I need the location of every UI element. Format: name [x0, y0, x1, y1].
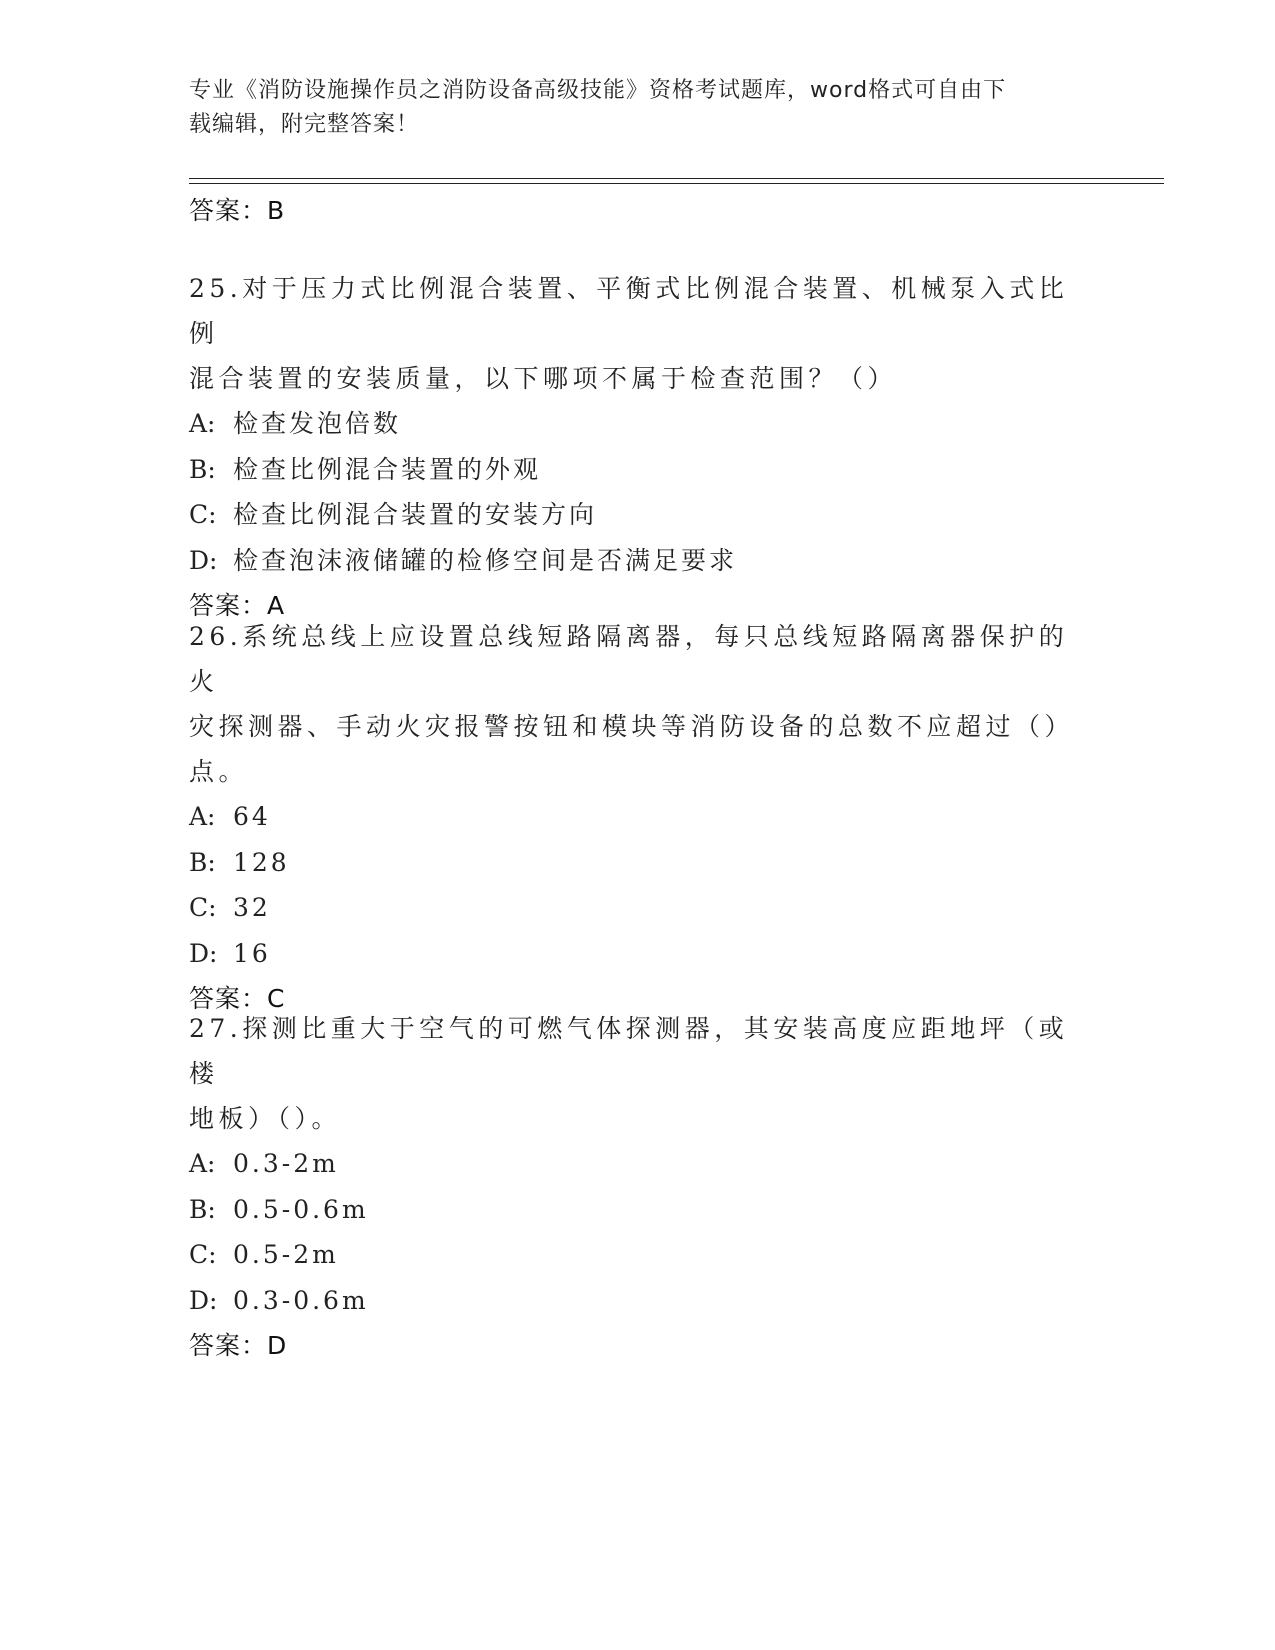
- header-line-2: 载编辑，附完整答案！: [189, 112, 420, 137]
- header-divider-bottom: [189, 183, 1164, 184]
- option-key: B:: [189, 847, 216, 877]
- option-d: [189, 931, 1089, 977]
- option-text: 16: [233, 938, 271, 968]
- option-c: [189, 885, 1089, 931]
- option-b: [189, 1187, 1089, 1233]
- stem-line: 点。: [189, 757, 249, 786]
- option-key: D:: [189, 938, 218, 968]
- question-27: [189, 1006, 1089, 1368]
- stem-line: 混合装置的安装质量，以下哪项不属于检查范围？（）: [189, 364, 898, 393]
- option-text: 128: [233, 847, 290, 877]
- option-c: [189, 1232, 1089, 1278]
- option-key: D:: [189, 545, 218, 575]
- answer-line: 答案：D: [189, 1331, 288, 1360]
- header-divider-top: [189, 178, 1164, 179]
- stem-line: 25.对于压力式比例混合装置、平衡式比例混合装置、机械泵入式比例: [189, 274, 1069, 348]
- option-a: [189, 1141, 1089, 1187]
- header-line-1: 专业《消防设施操作员之消防设备高级技能》资格考试题库，word格式可自由下: [189, 78, 1007, 103]
- option-key: A:: [189, 802, 216, 831]
- option-d: [189, 538, 1089, 584]
- option-b: [189, 840, 1089, 886]
- option-text: 检查发泡倍数: [233, 409, 402, 438]
- question-26: [189, 614, 1089, 1021]
- question-stem: [189, 266, 1089, 401]
- option-c: [189, 492, 1089, 538]
- option-key: A:: [189, 409, 216, 438]
- option-text: 0.5-2m: [233, 1240, 339, 1269]
- option-key: C:: [189, 893, 217, 922]
- option-key: D:: [189, 1285, 218, 1315]
- option-a: [189, 401, 1089, 447]
- option-text: 0.5-0.6m: [233, 1194, 369, 1224]
- option-a: [189, 794, 1089, 840]
- stem-line: 灾探测器、手动火灾报警按钮和模块等消防设备的总数不应超过（）: [189, 712, 1075, 741]
- option-text: 0.3-2m: [233, 1149, 339, 1178]
- option-key: A:: [189, 1149, 216, 1178]
- option-text: 64: [233, 802, 271, 831]
- option-text: 检查泡沫液储罐的检修空间是否满足要求: [233, 545, 738, 575]
- question-stem: [189, 614, 1089, 794]
- option-text: 0.3-0.6m: [233, 1285, 369, 1315]
- option-key: C:: [189, 500, 217, 529]
- option-d: [189, 1278, 1089, 1324]
- option-b: [189, 447, 1089, 493]
- previous-answer: 答案：B: [189, 196, 286, 225]
- question-stem: [189, 1006, 1089, 1141]
- option-text: 32: [233, 893, 271, 922]
- stem-line: 26.系统总线上应设置总线短路隔离器，每只总线短路隔离器保护的火: [189, 622, 1069, 696]
- stem-line: 地板）（）。: [189, 1104, 342, 1133]
- answer-line: 答案：A: [189, 591, 286, 620]
- answer-line: 答案：C: [189, 984, 286, 1013]
- option-text: 检查比例混合装置的安装方向: [233, 500, 598, 529]
- question-25: [189, 266, 1089, 628]
- option-key: B:: [189, 454, 216, 484]
- option-key: C:: [189, 1240, 217, 1269]
- document-header: [189, 74, 1089, 142]
- option-key: B:: [189, 1194, 216, 1224]
- stem-line: 27.探测比重大于空气的可燃气体探测器，其安装高度应距地坪（或楼: [189, 1014, 1069, 1088]
- option-text: 检查比例混合装置的外观: [233, 454, 542, 484]
